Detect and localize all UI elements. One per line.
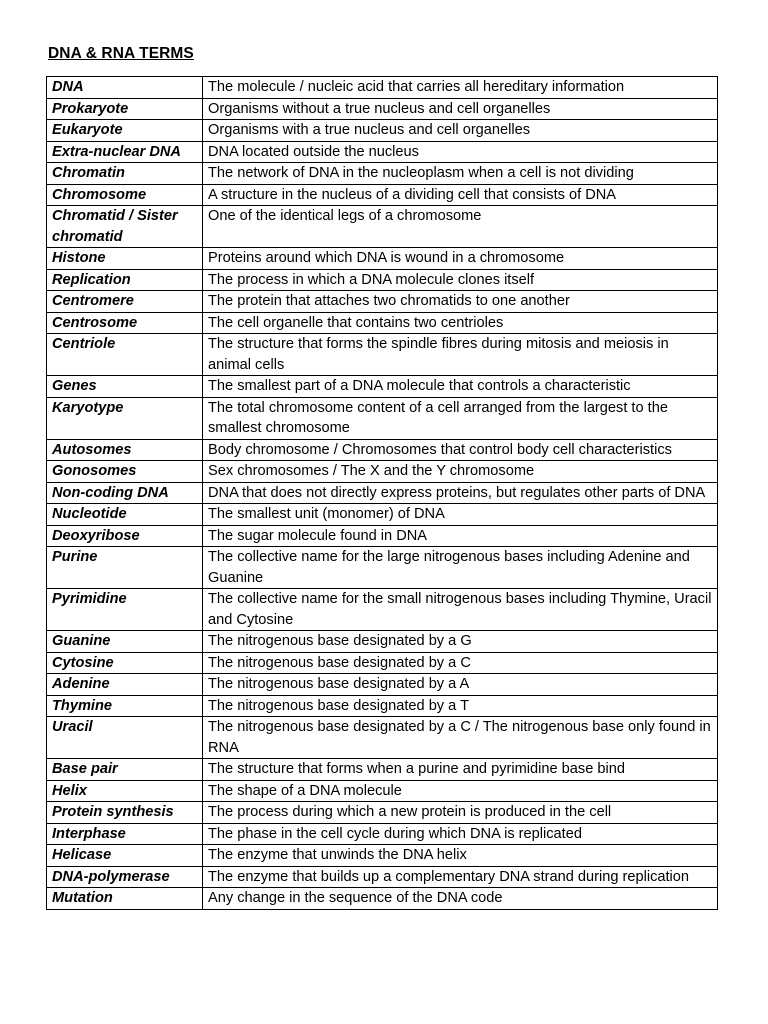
definition-cell: The molecule / nucleic acid that carries all hereditary information (203, 77, 718, 99)
definition-cell: DNA located outside the nucleus (203, 141, 718, 163)
term-cell: Autosomes (47, 439, 203, 461)
document-page (46, 44, 718, 910)
definition-cell: The sugar molecule found in DNA (203, 525, 718, 547)
table-row (47, 184, 718, 206)
table-row (47, 674, 718, 696)
definition-cell: The collective name for the large nitrogenous bases including Adenine and Guanine (203, 547, 718, 589)
table-row (47, 269, 718, 291)
term-cell: Helicase (47, 845, 203, 867)
definition-cell: The structure that forms the spindle fibres during mitosis and meiosis in animal cells (203, 334, 718, 376)
table-row (47, 291, 718, 313)
definition-cell: Body chromosome / Chromosomes that control body cell characteristics (203, 439, 718, 461)
definition-cell: The cell organelle that contains two centrioles (203, 312, 718, 334)
table-row (47, 98, 718, 120)
table-row (47, 77, 718, 99)
definition-cell: The nitrogenous base designated by a T (203, 695, 718, 717)
definition-cell: The process in which a DNA molecule clones itself (203, 269, 718, 291)
term-cell: Non-coding DNA (47, 482, 203, 504)
terms-table (46, 76, 718, 910)
definition-cell: Organisms without a true nucleus and cell organelles (203, 98, 718, 120)
term-cell: Protein synthesis (47, 802, 203, 824)
term-cell: Centromere (47, 291, 203, 313)
term-cell: Cytosine (47, 652, 203, 674)
term-cell: Helix (47, 780, 203, 802)
term-cell: Adenine (47, 674, 203, 696)
term-cell: DNA (47, 77, 203, 99)
table-row (47, 802, 718, 824)
definition-cell: The shape of a DNA molecule (203, 780, 718, 802)
definition-cell: The structure that forms when a purine and pyrimidine base bind (203, 759, 718, 781)
term-cell: Pyrimidine (47, 589, 203, 631)
term-cell: Genes (47, 376, 203, 398)
term-cell: Interphase (47, 823, 203, 845)
term-cell: Extra-nuclear DNA (47, 141, 203, 163)
term-cell: Nucleotide (47, 504, 203, 526)
term-cell: Mutation (47, 888, 203, 910)
table-row (47, 631, 718, 653)
table-row (47, 334, 718, 376)
term-cell: Prokaryote (47, 98, 203, 120)
term-cell: Uracil (47, 717, 203, 759)
definition-cell: A structure in the nucleus of a dividing cell that consists of DNA (203, 184, 718, 206)
term-cell: Deoxyribose (47, 525, 203, 547)
table-row (47, 141, 718, 163)
terms-table-body (47, 77, 718, 910)
term-cell: Replication (47, 269, 203, 291)
definition-cell: The protein that attaches two chromatids to one another (203, 291, 718, 313)
term-cell: Gonosomes (47, 461, 203, 483)
definition-cell: The network of DNA in the nucleoplasm when a cell is not dividing (203, 163, 718, 185)
table-row (47, 163, 718, 185)
table-row (47, 652, 718, 674)
definition-cell: The smallest unit (monomer) of DNA (203, 504, 718, 526)
term-cell: Chromosome (47, 184, 203, 206)
definition-cell: One of the identical legs of a chromosome (203, 206, 718, 248)
table-row (47, 482, 718, 504)
definition-cell: The total chromosome content of a cell arranged from the largest to the smallest chromosome (203, 397, 718, 439)
definition-cell: The enzyme that unwinds the DNA helix (203, 845, 718, 867)
definition-cell: Organisms with a true nucleus and cell organelles (203, 120, 718, 142)
table-row (47, 845, 718, 867)
definition-cell: The process during which a new protein is produced in the cell (203, 802, 718, 824)
table-row (47, 120, 718, 142)
definition-cell: The nitrogenous base designated by a A (203, 674, 718, 696)
definition-cell: DNA that does not directly express proteins, but regulates other parts of DNA (203, 482, 718, 504)
table-row (47, 866, 718, 888)
table-row (47, 312, 718, 334)
table-row (47, 248, 718, 270)
term-cell: Chromatid / Sister chromatid (47, 206, 203, 248)
table-row (47, 525, 718, 547)
term-cell: Thymine (47, 695, 203, 717)
term-cell: Base pair (47, 759, 203, 781)
term-cell: Purine (47, 547, 203, 589)
definition-cell: Any change in the sequence of the DNA code (203, 888, 718, 910)
table-row (47, 504, 718, 526)
definition-cell: Sex chromosomes / The X and the Y chromosome (203, 461, 718, 483)
table-row (47, 439, 718, 461)
term-cell: Karyotype (47, 397, 203, 439)
table-row (47, 589, 718, 631)
definition-cell: The nitrogenous base designated by a G (203, 631, 718, 653)
term-cell: Eukaryote (47, 120, 203, 142)
definition-cell: The smallest part of a DNA molecule that controls a characteristic (203, 376, 718, 398)
table-row (47, 695, 718, 717)
table-row (47, 547, 718, 589)
term-cell: Histone (47, 248, 203, 270)
term-cell: Guanine (47, 631, 203, 653)
table-row (47, 780, 718, 802)
document-title: DNA & RNA TERMS (48, 45, 194, 62)
table-row (47, 397, 718, 439)
definition-cell: The phase in the cell cycle during which DNA is replicated (203, 823, 718, 845)
term-cell: Chromatin (47, 163, 203, 185)
definition-cell: Proteins around which DNA is wound in a chromosome (203, 248, 718, 270)
table-row (47, 759, 718, 781)
definition-cell: The nitrogenous base designated by a C / The nitrogenous base only found in RNA (203, 717, 718, 759)
table-row (47, 461, 718, 483)
definition-cell: The enzyme that builds up a complementary DNA strand during replication (203, 866, 718, 888)
table-row (47, 823, 718, 845)
table-row (47, 717, 718, 759)
definition-cell: The collective name for the small nitrogenous bases including Thymine, Uracil and Cytosine (203, 589, 718, 631)
term-cell: DNA-polymerase (47, 866, 203, 888)
table-row (47, 376, 718, 398)
table-row (47, 888, 718, 910)
definition-cell: The nitrogenous base designated by a C (203, 652, 718, 674)
table-row (47, 206, 718, 248)
term-cell: Centrosome (47, 312, 203, 334)
term-cell: Centriole (47, 334, 203, 376)
